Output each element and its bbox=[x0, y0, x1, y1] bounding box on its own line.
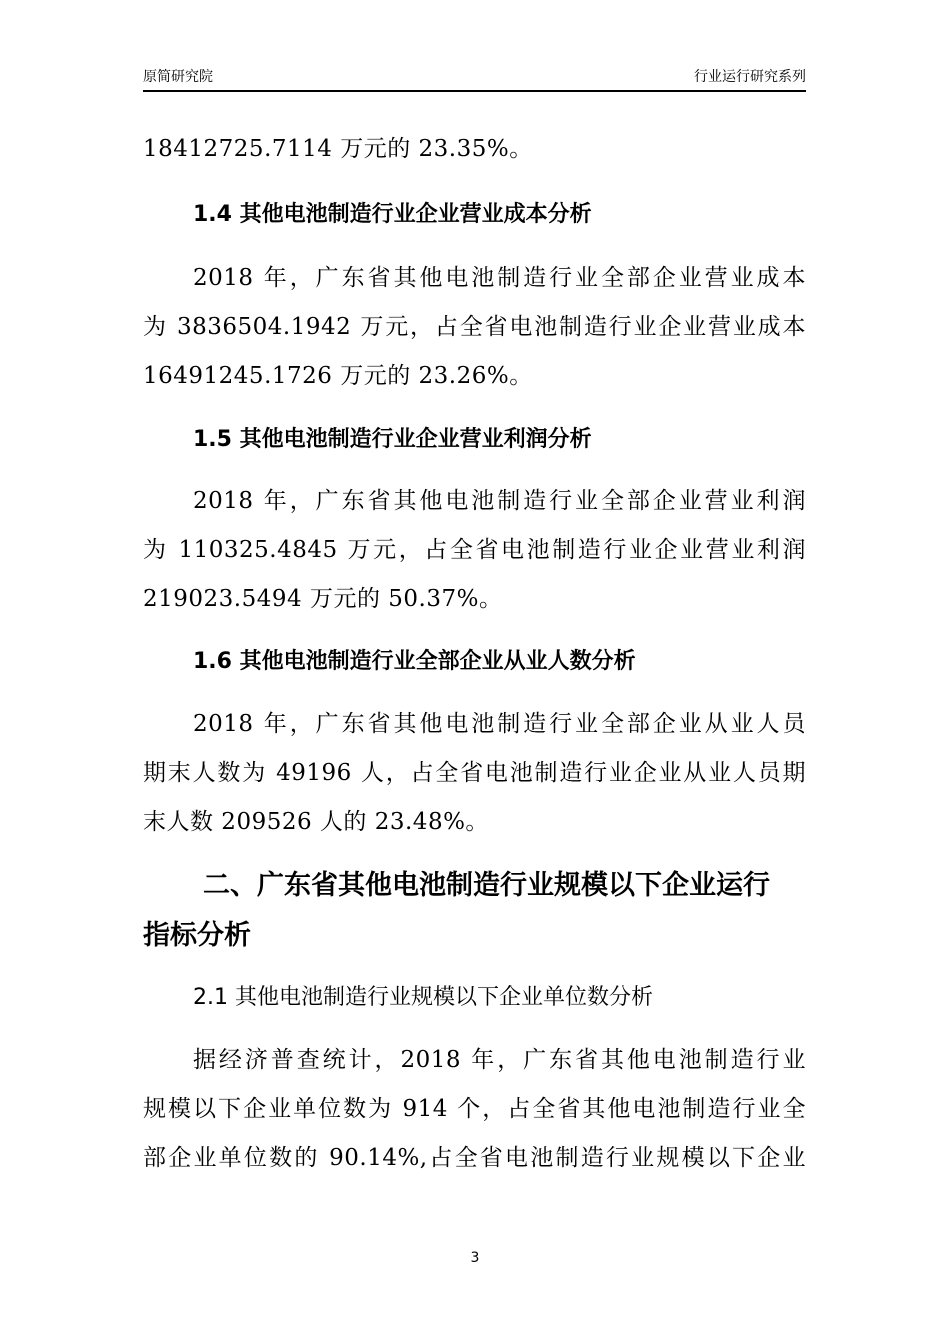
page-number: 3 bbox=[470, 1250, 480, 1266]
paragraph-line: 据经济普查统计，2018 年，广东省其他电池制造行业 bbox=[193, 1047, 806, 1073]
section-heading-1-6: 1.6 其他电池制造行业全部企业从业人数分析 bbox=[193, 649, 636, 674]
section-heading-2-1: 2.1 其他电池制造行业规模以下企业单位数分析 bbox=[193, 985, 653, 1010]
paragraph-line: 16491245.1726 万元的 23.26%。 bbox=[143, 363, 533, 389]
paragraph-line: 末人数 209526 人的 23.48%。 bbox=[143, 809, 489, 835]
header-series: 行业运行研究系列 bbox=[694, 69, 806, 85]
section-heading-1-4: 1.4 其他电池制造行业企业营业成本分析 bbox=[193, 202, 592, 227]
paragraph-line: 219023.5494 万元的 50.37%。 bbox=[143, 586, 503, 612]
section-heading-1-5: 1.5 其他电池制造行业企业营业利润分析 bbox=[193, 427, 592, 452]
paragraph-line: 18412725.7114 万元的 23.35%。 bbox=[143, 136, 533, 162]
chapter-heading-2: 二、广东省其他电池制造行业规模以下企业运行 bbox=[203, 870, 770, 901]
paragraph-line: 为 110325.4845 万元，占全省电池制造行业企业营业利润 bbox=[143, 537, 806, 563]
header-publisher: 原简研究院 bbox=[143, 69, 213, 85]
paragraph-line: 2018 年，广东省其他电池制造行业全部企业营业利润 bbox=[193, 488, 806, 514]
page-header bbox=[143, 68, 806, 92]
chapter-heading-2-cont: 指标分析 bbox=[143, 920, 251, 951]
paragraph-line: 2018 年，广东省其他电池制造行业全部企业营业成本 bbox=[193, 265, 806, 291]
paragraph-line: 为 3836504.1942 万元，占全省电池制造行业企业营业成本 bbox=[143, 314, 806, 340]
paragraph-line: 规模以下企业单位数为 914 个，占全省其他电池制造行业全 bbox=[143, 1096, 806, 1122]
paragraph-line: 期末人数为 49196 人，占全省电池制造行业企业从业人员期 bbox=[143, 760, 806, 786]
paragraph-line: 2018 年，广东省其他电池制造行业全部企业从业人员 bbox=[193, 711, 806, 737]
paragraph-line: 部企业单位数的 90.14%,占全省电池制造行业规模以下企业 bbox=[143, 1145, 806, 1171]
